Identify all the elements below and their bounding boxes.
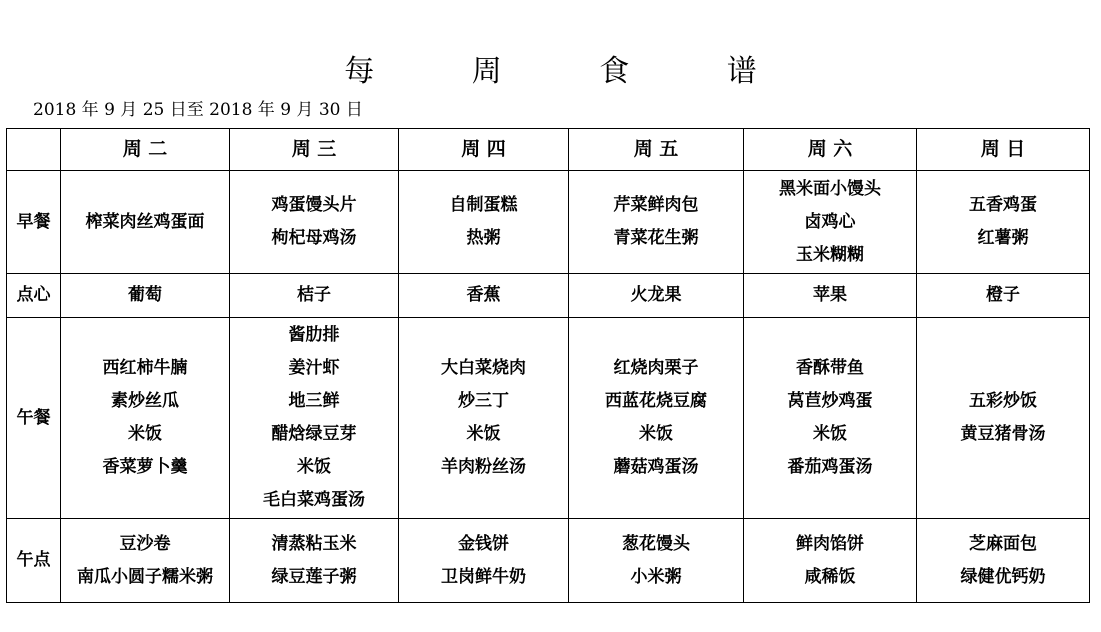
menu-cell — [744, 274, 917, 318]
menu-cell — [569, 318, 744, 519]
menu-cell — [917, 171, 1090, 274]
menu-cell — [230, 274, 399, 318]
menu-cell — [569, 171, 744, 274]
dish-item: 芹菜鲜肉包 — [613, 195, 699, 215]
menu-cell — [569, 519, 744, 603]
menu-cell — [917, 519, 1090, 603]
menu-cell — [230, 318, 399, 519]
menu-cell — [230, 519, 399, 603]
dish-item: 芝麻面包 — [969, 533, 1037, 554]
header-row — [7, 129, 1090, 171]
dish-item: 自制蛋糕 — [449, 195, 518, 215]
dish-item: 鸡蛋馒头片 — [271, 195, 357, 215]
dish-item: 桔子 — [297, 285, 331, 305]
dish-item: 火龙果 — [630, 285, 682, 305]
dish-item: 小米粥 — [630, 566, 682, 587]
dish-item: 醋焓绿豆芽 — [271, 424, 357, 444]
dish-item: 番茄鸡蛋汤 — [787, 457, 873, 477]
dish-item: 卫岗鲜牛奶 — [441, 566, 526, 587]
menu-cell — [61, 171, 230, 274]
dish-item: 蘑菇鸡蛋汤 — [613, 457, 699, 477]
dish-item: 苹果 — [813, 285, 847, 305]
meal-label: 点心 — [7, 274, 61, 318]
dish-item: 五香鸡蛋 — [969, 195, 1037, 215]
day-header: 周 五 — [569, 129, 744, 171]
dish-item: 素炒丝瓜 — [111, 391, 179, 411]
dish-item: 姜汁虾 — [288, 358, 340, 378]
menu-cell — [61, 519, 230, 603]
day-header: 周 二 — [61, 129, 230, 171]
dish-item: 卤鸡心 — [804, 211, 856, 232]
dish-item: 米饭 — [813, 424, 847, 444]
dish-item: 青菜花生粥 — [613, 228, 699, 248]
menu-cell — [399, 318, 569, 519]
dish-item: 橙子 — [986, 285, 1020, 305]
dish-item: 枸杞母鸡汤 — [271, 228, 357, 248]
menu-cell — [744, 171, 917, 274]
menu-cell — [399, 274, 569, 318]
meal-label: 早餐 — [7, 171, 61, 274]
dish-item: 葡萄 — [128, 285, 162, 305]
dish-item: 羊肉粉丝汤 — [441, 457, 526, 477]
dish-item: 豆沙卷 — [119, 533, 171, 554]
menu-cell — [917, 274, 1090, 318]
dish-item: 黑米面小馒头 — [779, 178, 881, 199]
dish-item: 西红柿牛腩 — [102, 358, 188, 378]
day-header: 周 六 — [744, 129, 917, 171]
dish-item: 绿豆莲子粥 — [271, 566, 357, 587]
menu-cell — [230, 171, 399, 274]
menu-cell — [917, 318, 1090, 519]
dish-item: 绿健优钙奶 — [960, 566, 1046, 587]
dish-item: 清蒸粘玉米 — [271, 533, 357, 554]
dish-item: 米饭 — [639, 424, 673, 444]
day-header: 周 四 — [399, 129, 569, 171]
menu-cell — [61, 318, 230, 519]
meal-label: 午点 — [7, 519, 61, 603]
dish-item: 葱花馒头 — [622, 533, 690, 554]
dish-item: 西蓝花烧豆腐 — [605, 391, 707, 411]
dish-item: 南瓜小圆子糯米粥 — [77, 566, 213, 587]
dish-item: 咸稀饭 — [804, 566, 856, 587]
date-range: 2018 年 9 月 25 日至 2018 年 9 月 30 日 — [33, 100, 363, 120]
dish-item: 香蕉 — [466, 285, 501, 305]
dish-item: 五彩炒饭 — [969, 391, 1037, 411]
dish-item: 榨菜肉丝鸡蛋面 — [85, 211, 205, 232]
menu-cell — [569, 274, 744, 318]
dish-item: 毛白菜鸡蛋汤 — [263, 490, 365, 510]
corner-cell — [7, 129, 61, 171]
meal-row-snack — [7, 274, 1090, 318]
day-header: 周 日 — [917, 129, 1090, 171]
dish-item: 香酥带鱼 — [796, 358, 864, 378]
dish-item: 地三鲜 — [288, 391, 340, 411]
meal-row-lunch — [7, 318, 1090, 519]
dish-item: 红薯粥 — [977, 228, 1029, 248]
dish-item: 莴苣炒鸡蛋 — [787, 391, 873, 411]
menu-cell — [399, 171, 569, 274]
dish-item: 大白菜烧肉 — [441, 358, 526, 378]
dish-item: 红烧肉栗子 — [613, 358, 699, 378]
dish-item: 米饭 — [128, 424, 162, 444]
page-title: 每 周 食 谱 — [344, 54, 801, 89]
meal-row-breakfast — [7, 171, 1090, 274]
dish-item: 香菜萝卜羹 — [102, 457, 188, 477]
dish-item: 酱肋排 — [288, 325, 340, 345]
dish-item: 金钱饼 — [458, 533, 509, 554]
dish-item: 炒三丁 — [458, 391, 509, 411]
weekly-menu-table — [6, 128, 1090, 603]
menu-cell — [399, 519, 569, 603]
menu-cell — [744, 519, 917, 603]
meal-row-afternoon-snack — [7, 519, 1090, 603]
dish-item: 热粥 — [466, 228, 501, 248]
dish-item: 玉米糊糊 — [796, 244, 864, 265]
dish-item: 鲜肉馅饼 — [796, 533, 864, 554]
day-header: 周 三 — [230, 129, 399, 171]
menu-cell — [61, 274, 230, 318]
dish-item: 米饭 — [466, 424, 501, 444]
meal-label: 午餐 — [7, 318, 61, 519]
dish-item: 黄豆猪骨汤 — [960, 424, 1046, 444]
dish-item: 米饭 — [297, 457, 331, 477]
menu-cell — [744, 318, 917, 519]
